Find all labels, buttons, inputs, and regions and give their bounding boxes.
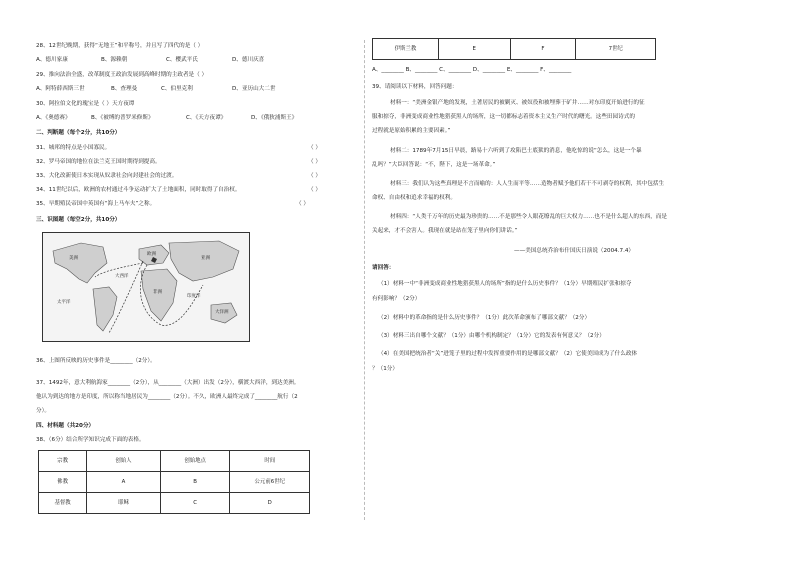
answer-blanks[interactable]: A、________ B、________ C、________ D、________ E、________ F、________ [372,67,572,73]
map-label-africa: 非洲 [153,290,162,295]
question-28: 28、12世纪晚期，获得“无地王”和平称号，并且写了四代的是（ ） [36,43,204,49]
table-header: 创始人 [87,451,161,472]
answer-paren-33[interactable]: （ ） [308,173,321,179]
answer-paren-31[interactable]: （ ） [308,145,321,151]
table-cell[interactable]: E [438,39,510,60]
option-30a: A、《奥德赛》 [36,115,71,121]
option-28c: C、樱武平氏 [166,57,198,63]
map-label-indian: 印度洋 [187,294,201,299]
sub-question-2: （2）材料中的革命指的是什么历史事件？（1分）此次革命颁布了哪部文献？（2分） [378,315,591,321]
option-28b: B、源赖朝 [101,57,128,63]
question-38: 38、（6分）结合所学知识完成下面的表格。 [36,437,145,443]
question-37-line3: 分）。 [36,408,50,414]
material-2-line1: 材料二：1789年7月15日早晨，路易十六听到了攻陷巴士底狱的消息，他吃惊的说“怎么，这是一个暴 [390,148,642,154]
religion-table [38,450,310,514]
answer-paren-32[interactable]: （ ） [308,159,321,165]
answer-paren-35[interactable]: （ ） [296,201,309,207]
material-1-line2: 服和掠夺，非洲变成商业性地猎获黑人的场所，这一切都标志着资本主义生产时代的曙光。这些田园诗式的 [372,114,635,120]
question-30: 30、阿拉伯文化的瑰宝是（ ）天方夜谭 [36,101,135,107]
world-map-graphic [43,233,249,341]
judge-35: 35、早期殖民帝国中英国有“海上马车夫”之称。 [36,201,156,207]
table-cell[interactable]: F [510,39,576,60]
answer-paren-34[interactable]: （ ） [308,187,321,193]
option-29d: D、亚历山大二世 [232,86,276,92]
sub-question-4-line1: （4）在美国把统治者“关”进笼子里的过程中发挥重要作用的是哪部文献？（2）它使美国成为了什么政体 [378,351,638,357]
table-header: 时间 [230,451,310,472]
voyage-map [42,232,250,342]
column-divider [364,40,365,520]
map-label-oceania: 大洋洲 [215,310,229,315]
table-cell[interactable]: C [160,493,230,514]
table-cell: 伊斯兰教 [373,39,439,60]
table-cell: 耶稣 [87,493,161,514]
africa-shape [141,269,177,321]
question-36: 36、上图所反映的历史事件是________（2分）。 [36,358,156,364]
question-39: 39、请阅读以下材料，回答问题： [372,84,458,90]
section-2-heading: 二、判断题（每个2分，共10分） [36,130,121,136]
religion-table-continued [372,38,656,60]
table-cell: 基督教 [39,493,87,514]
table-cell: 7世纪 [576,39,656,60]
section-3-heading: 三、识图题（每空2分，共10分） [36,217,121,223]
material-4-line1: 材料四：“人类千万年的历史最为珍贵的……不是那些令人眼花缭乱的巨大权力……也不是什么超人的东西，而是 [390,214,667,220]
map-label-asia: 亚洲 [201,256,210,261]
material-3-line1: 材料三：我们认为这些真理是不言而喻的：人人生而平等……造物者赋予他们若干不可剥夺的权利，其中包括生 [390,181,665,187]
option-29c: C、伯里克利 [161,86,193,92]
question-37-line1: 37、1492年，意大利航海家________（2分），从________（大洲）出发（2分），横渡大西洋，到达美洲。 [36,380,300,386]
option-30c: C、《天方夜谭》 [186,115,227,121]
table-row [39,493,310,514]
asia-shape [169,241,239,281]
table-header: 宗教 [39,451,87,472]
north-america-shape [53,243,107,283]
judge-33: 33、大化改新使日本实现从奴隶社会向封建社会的过渡。 [36,173,178,179]
material-3-line2: 命权、自由权和追求幸福的权利。 [372,195,456,201]
option-29b: B、查理曼 [111,86,138,92]
section-4-heading: 四、材料题（共20分） [36,423,95,429]
material-4-source: ——美国总统乔治布什国庆日演说（2004.7.4） [514,248,635,254]
question-37-line2: 他认为到达的地方是印度，所以称当地居民为________（2分）。不久，欧洲人最终完成了________航行（2 [36,394,298,400]
option-28a: A、德川家康 [36,57,68,63]
map-label-europe: 欧洲 [147,252,156,257]
table-cell: 佛教 [39,472,87,493]
questions-heading: 请回答： [372,265,395,271]
option-29a: A、阿特薛西斯三世 [36,86,85,92]
option-30d: D、《俄狄浦斯王》 [251,115,298,121]
table-cell[interactable]: D [230,493,310,514]
table-row [39,472,310,493]
map-label-america: 美洲 [69,256,78,261]
question-29: 29、推向法治全盛，改革制度王政治发展到高峰时期的主政者是（ ） [36,72,208,78]
sub-question-1-line1: （1）材料一中“非洲变成商业性地猎获黑人的场所”指的是什么历史事件？（1分）早期殖民扩张和掠夺 [378,281,632,287]
table-cell[interactable]: B [160,472,230,493]
south-america-shape [93,287,117,331]
sub-question-3: （3）材料三出自哪个文献？（1分）由哪个机构制定？（1分）它的发表有何意义？（2分） [378,333,605,339]
sub-question-4-line2: ？（1分） [372,366,398,372]
material-1-line1: 材料一：“美洲金银产地的发现，土著居民的被剿灭、被奴役和被埋葬于矿井……对东印度开始进行的征 [390,100,645,106]
judge-32: 32、罗马帝国的地位在法兰克王国时期得到提高。 [36,159,161,165]
table-header: 创始地点 [160,451,230,472]
table-cell: 公元前6世纪 [230,472,310,493]
material-1-line3: 过程就是原始积累的主要因素。” [372,128,451,134]
sub-question-1-line2: 有何影响？（2分） [372,296,421,302]
judge-31: 31、城邦的特点是小国寡民。 [36,145,111,151]
map-label-pacific: 太平洋 [57,300,71,305]
judge-34: 34、11世纪以后，欧洲的农村通过斗争运动扩大了土地面积，同时取得了自治权。 [36,187,241,193]
map-label-atlantic: 大西洋 [115,274,129,279]
option-30b: B、《被缚的普罗米修斯》 [91,115,154,121]
option-28d: D、德川庆喜 [232,57,265,63]
material-4-line2: 关起来，才不会害人。我现在就是站在笼子里向你们讲话。” [372,228,518,234]
table-cell[interactable]: A [87,472,161,493]
material-2-line2: 乱吗？”大臣回答说：“不，陛下，这是一场革命。” [372,162,496,168]
table-row [373,39,656,60]
